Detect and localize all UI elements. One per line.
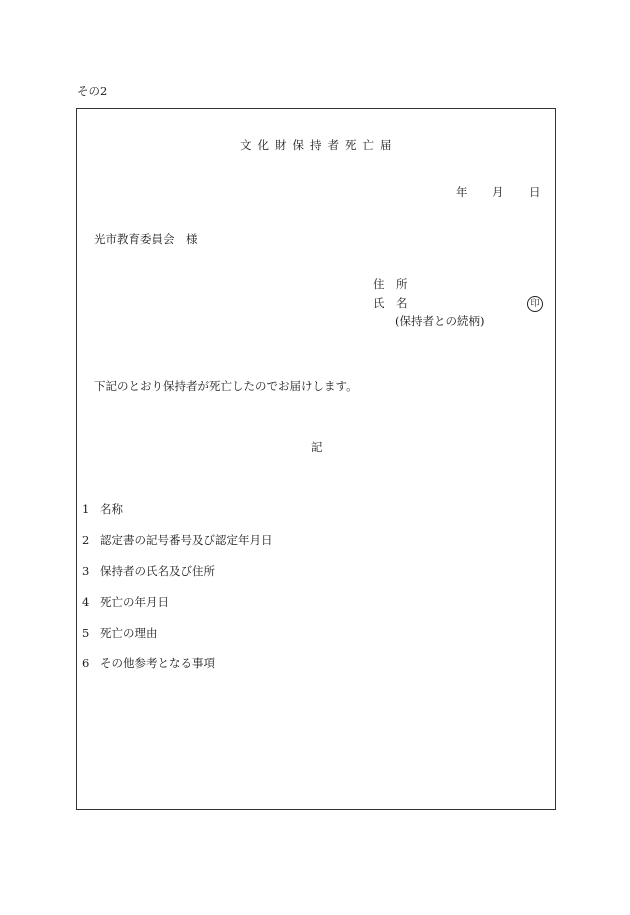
- list-item: [82, 566, 215, 578]
- date-month-label: 月: [492, 185, 504, 199]
- item-label: 死亡の理由: [100, 626, 158, 640]
- list-item: [82, 628, 158, 640]
- relation-note: (保持者との続柄): [395, 314, 485, 328]
- item-number: 5: [82, 626, 90, 640]
- item-number: 2: [82, 533, 90, 547]
- item-label: 死亡の年月日: [100, 595, 169, 609]
- item-label: 保持者の氏名及び住所: [100, 564, 215, 578]
- item-number: 6: [82, 656, 90, 670]
- item-label: 認定書の記号番号及び認定年月日: [100, 533, 273, 547]
- form-frame: [76, 108, 556, 810]
- item-number: 4: [82, 595, 90, 609]
- list-item: [82, 504, 123, 516]
- record-heading: 記: [311, 440, 323, 454]
- item-number: 1: [82, 502, 90, 516]
- name-label: 氏 名: [373, 296, 408, 310]
- list-item: [82, 535, 273, 547]
- list-item: [82, 597, 169, 609]
- item-label: 名称: [100, 502, 123, 516]
- addressee: 光市教育委員会 様: [94, 232, 198, 246]
- form-number: その2: [77, 84, 108, 98]
- item-label: その他参考となる事項: [100, 656, 215, 670]
- address-label: 住 所: [373, 277, 408, 291]
- body-text: 下記のとおり保持者が死亡したのでお届けします。: [94, 379, 358, 393]
- date-year-label: 年: [456, 185, 468, 199]
- item-number: 3: [82, 564, 90, 578]
- date-day-label: 日: [529, 185, 541, 199]
- list-item: [82, 658, 215, 670]
- seal-mark: 印: [527, 296, 543, 312]
- document-title: 文化財保持者死亡届: [240, 138, 398, 152]
